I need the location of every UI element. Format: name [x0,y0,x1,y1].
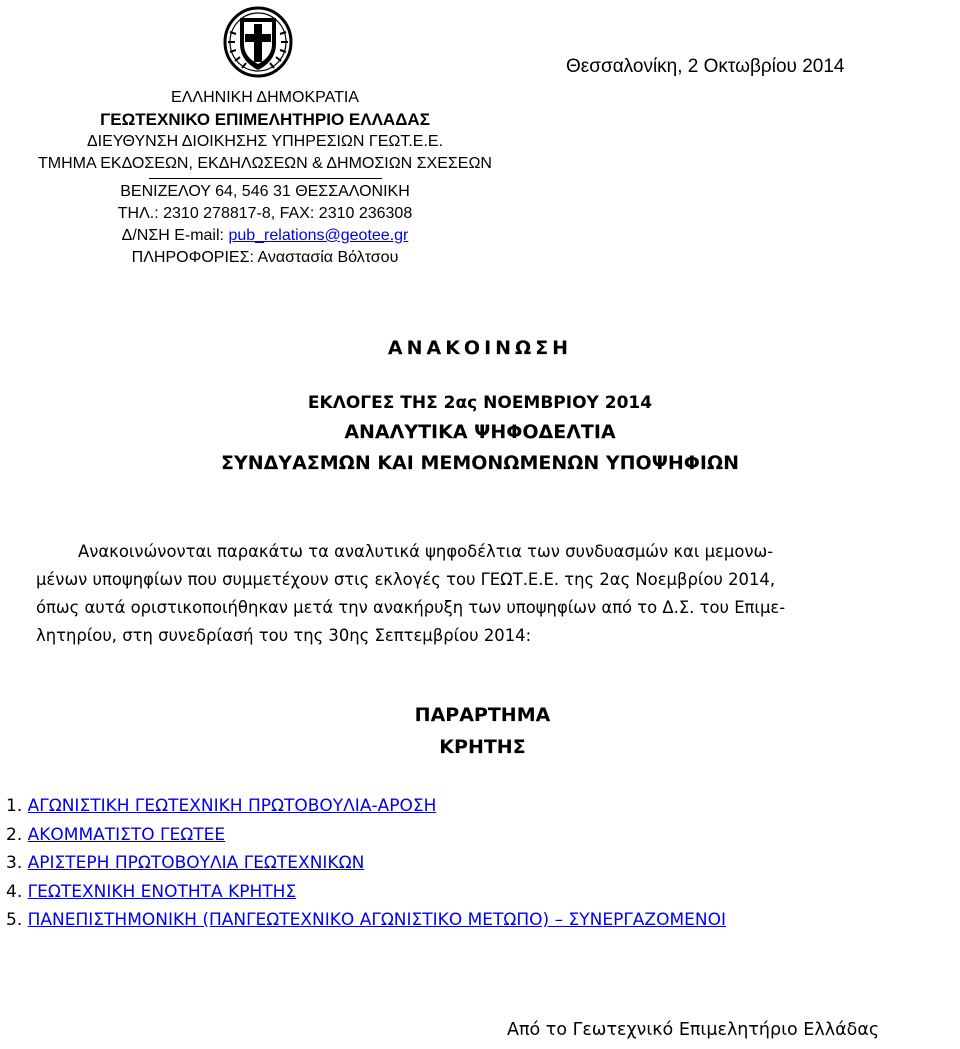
announcement-title: ΑΝΑΚΟΙΝΩΣΗ [387,337,573,359]
subtitle-elections: ΕΚΛΟΓΕΣ ΤΗΣ 2ας ΝΟΕΜΒΡΙΟΥ 2014 [307,393,653,413]
list-item-number: 1. [6,796,28,816]
sender-header [30,87,500,269]
header-directorate: ΔΙΕΥΘΥΝΣΗ ΔΙΟΙΚΗΣΗΣ ΥΠΗΡΕΣΙΩΝ ΓΕΩΤ.Ε.Ε. [86,133,444,150]
ballot-link[interactable]: ΓΕΩΤΕΧΝΙΚΗ ΕΝΟΤΗΤΑ ΚΡΗΤΗΣ [27,881,297,902]
body-line: όπως αυτά οριστικοποιήθηκαν μετά την ανακήρυξη των υποψηφίων από το Δ.Σ. του Επιμε- [36,598,786,617]
subtitle-ballots: ΑΝΑΛΥΤΙΚΑ ΨΗΦΟΔΕΛΤΙΑ [344,421,616,443]
header-phone: ΤΗΛ.: 2310 278817-8, FAX: 2310 236308 [117,205,413,222]
ballot-link[interactable]: ΠΑΝΕΠΙΣΤΗΜΟΝΙΚΗ (ΠΑΝΓΕΩΤΕΧΝΙΚΟ ΑΓΩΝΙΣΤΙΚΟ ΜΕΤΩΠΟ) – ΣΥΝΕΡΓΑΖΟΜΕΝΟΙ [27,910,726,930]
email-link[interactable]: pub_relations@geotee.gr [228,227,409,244]
announcement-body [36,538,960,650]
list-item-number: 3. [6,853,28,873]
appendix-heading: ΠΑΡΑΡΤΗΜΑ [414,704,551,726]
greek-emblem-icon [222,2,294,78]
document-date: Θεσσαλονίκη, 2 Οκτωβρίου 2014 [566,56,845,77]
body-line: Ανακοινώνονται παρακάτω τα αναλυτικά ψηφοδέλτια των συνδυασμών και μεμονω- [78,542,774,561]
header-address: ΒΕΝΙΖΕΛΟΥ 64, 546 31 ΘΕΣΣΑΛΟΝΙΚΗ [120,183,410,200]
list-item-number: 4. [6,881,28,902]
ballot-link[interactable]: ΑΚΟΜΜΑΤΙΣΤΟ ΓΕΩΤΕΕ [27,824,226,845]
signature-line: Από το Γεωτεχνικό Επιμελητήριο Ελλάδας [507,1020,880,1040]
header-organization: ΓΕΩΤΕΧΝΙΚΟ ΕΠΙΜΕΛΗΤΗΡΙΟ ΕΛΛΑΔΑΣ [100,110,430,129]
list-item [6,906,726,935]
subtitle-candidates: ΣΥΝΔΥΑΣΜΩΝ ΚΑΙ ΜΕΜΟΝΩΜΕΝΩΝ ΥΠΟΨΗΦΙΩΝ [220,452,740,474]
list-item-number: 5. [6,910,28,930]
list-item-number: 2. [6,824,28,845]
header-divider [149,178,382,179]
body-line: λητηρίου, στη συνεδρίασή του της 30ης Σεπτεμβρίου 2014: [36,626,532,645]
ballot-link[interactable]: ΑΓΩΝΙΣΤΙΚΗ ΓΕΩΤΕΧΝΙΚΗ ΠΡΩΤΟΒΟΥΛΙΑ-ΑΡΟΣΗ [27,796,437,816]
header-department: ΤΜΗΜΑ ΕΚΔΟΣΕΩΝ, ΕΚΔΗΛΩΣΕΩΝ & ΔΗΜΟΣΙΩΝ ΣΧΕΣΕΩΝ [38,155,492,172]
list-item [6,849,726,878]
list-item [6,878,726,907]
header-country: ΕΛΛΗΝΙΚΗ ΔΗΜΟΚΡΑΤΙΑ [171,89,359,106]
header-email-line [30,225,500,247]
ballot-link[interactable]: ΑΡΙΣΤΕΡΗ ΠΡΩΤΟΒΟΥΛΙΑ ΓΕΩΤΕΧΝΙΚΩΝ [27,853,365,873]
appendix-region: ΚΡΗΤΗΣ [439,736,526,758]
body-line: μένων υποψηφίων που συμμετέχουν στις εκλογές του ΓΕΩΤ.Ε.Ε. της 2ας Νοεμβρίου 2014, [36,570,776,589]
ballot-list [6,792,726,935]
header-email-label: Δ/ΝΣΗ E-mail: [121,227,229,244]
header-info: ΠΛΗΡΟΦΟΡΙΕΣ: Αναστασία Βόλτσου [131,249,399,266]
list-item [6,821,726,850]
list-item [6,792,726,821]
